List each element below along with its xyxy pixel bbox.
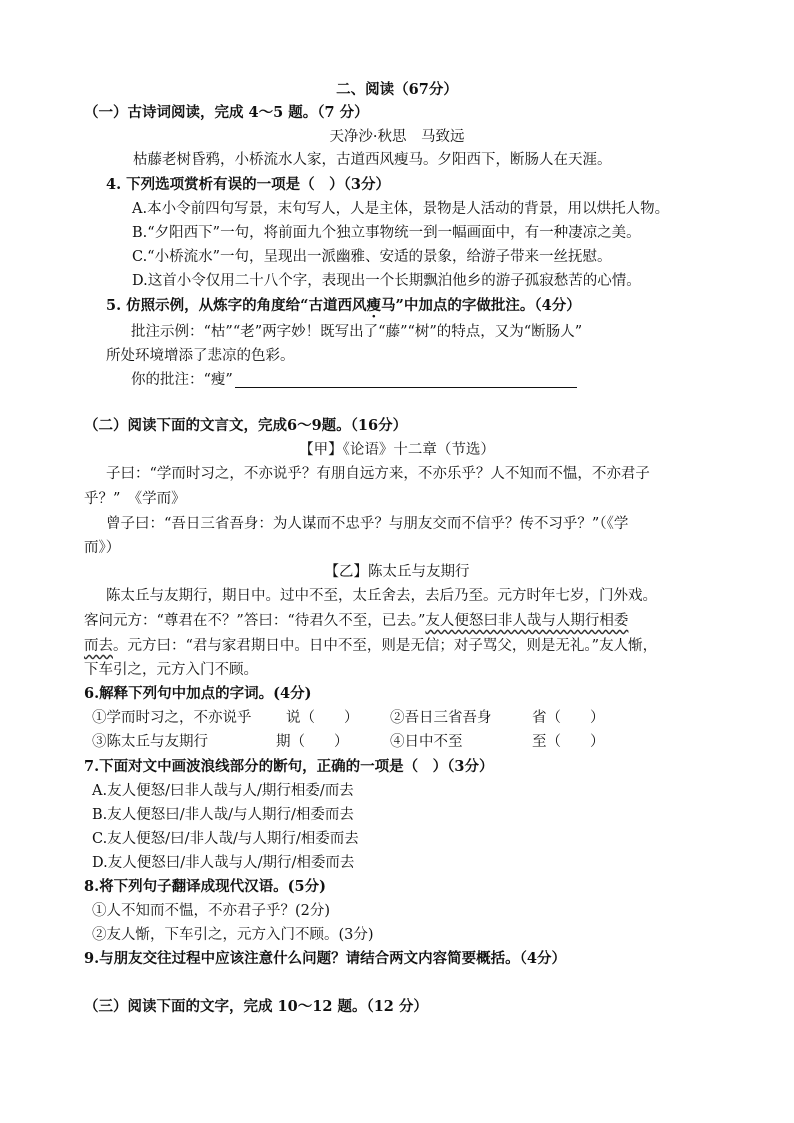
- section1-heading: （一）古诗词阅读，完成 4～5 题。（7 分）: [84, 104, 369, 121]
- yi-title: 【乙】陈太丘与友期行: [324, 564, 470, 580]
- q6-row2-item2: ④日中不至: [390, 734, 463, 750]
- question-9: 9.与朋友交往过程中应该注意什么问题？请结合两文内容简要概括。（4分）: [84, 950, 566, 967]
- q5-example-line1: 批注示例：“枯”“老”两字妙！既写出了“藤”“树”的特点，又为“断肠人”: [131, 324, 583, 340]
- q7-option-b: B.友人便怒曰/非人哉/与人期行/相委而去: [92, 807, 354, 823]
- q8-item2: ②友人惭，下车引之，元方入门不顾。(3分): [92, 927, 374, 943]
- q6-row1-blank1[interactable]: 说（ ）: [286, 710, 359, 726]
- q7-option-a: A.友人便怒/曰非人哉与人/期行相委/而去: [92, 783, 354, 799]
- question-8: 8.将下列句子翻译成现代汉语。(5分): [84, 878, 326, 895]
- jia-p2-line2: 而》）: [84, 540, 121, 556]
- question-7: 7.下面对文中画波浪线部分的断句，正确的一项是（ ）（3分）: [84, 758, 494, 775]
- yi-line2-text: 客问元方：“尊君在不？”答曰：“待君久不至，已去。”: [84, 613, 426, 629]
- jia-title: 【甲】《论语》十二章（节选）: [299, 442, 495, 458]
- q5-answer-line: [131, 370, 577, 390]
- q5-text-post: 马”中加点的字做批注。（4分）: [381, 297, 581, 314]
- q7-option-c: C.友人便怒/曰/非人哉/与人期行/相委而去: [92, 831, 359, 847]
- poem-text: 枯藤老树昏鸦，小桥流水人家，古道西风瘦马。夕阳西下，断肠人在天涯。: [133, 152, 612, 168]
- section-title: 二、阅读（67分）: [336, 81, 458, 98]
- poem-title: 天净沙·秋思 马致远: [329, 129, 465, 145]
- question-4: 4. 下列选项赏析有误的一项是（ ）（3分）: [106, 176, 391, 193]
- yi-line1: 陈太丘与友期行，期日中。过中不至，太丘舍去，去后乃至。元方时年七岁，门外戏。: [106, 588, 657, 604]
- q5-dotted-char: 瘦: [366, 297, 382, 314]
- q7-option-d: D.友人便怒曰/非人哉与人/期行/相委而去: [92, 855, 355, 871]
- question-5: [106, 296, 581, 316]
- q6-row2-blank2[interactable]: 至（ ）: [532, 734, 605, 750]
- q6-row1-item1: ①学而时习之，不亦说乎: [92, 710, 252, 726]
- section2-heading: （二）阅读下面的文言文，完成6～9题。（16分）: [84, 417, 408, 434]
- jia-p1-line2: 乎？” 《学而》: [84, 491, 186, 507]
- q8-item1: ①人不知而不愠，不亦君子乎？(2分): [92, 903, 331, 919]
- q4-option-b: B.“夕阳西下”一句，将前面九个独立事物统一到一幅画面中，有一种凄凉之美。: [132, 225, 641, 241]
- question-6: 6.解释下列句中加点的字词。(4分): [84, 685, 312, 702]
- yi-line4: 下车引之，元方入门不顾。: [84, 662, 258, 678]
- q5-text-pre: 5. 仿照示例，从炼字的角度给“古道西风: [106, 297, 367, 314]
- q6-row1-blank2[interactable]: 省（ ）: [532, 710, 605, 726]
- q5-answer-label: 你的批注：“瘦”: [131, 372, 233, 388]
- q5-answer-blank[interactable]: [235, 373, 577, 388]
- yi-line3: [84, 636, 657, 656]
- wavy-underlined-text: 友人便怒曰非人哉与人期行相委: [425, 613, 629, 629]
- q4-option-c: C.“小桥流水”一句，呈现出一派幽雅、安适的景象，给游子带来一丝抚慰。: [132, 249, 612, 265]
- yi-line2: [84, 611, 628, 631]
- jia-p1-line1: 子曰：“学而时习之，不亦说乎？有朋自远方来，不亦乐乎？人不知而不愠，不亦君子: [106, 466, 650, 482]
- q6-row2-item1: ③陈太丘与友期行: [92, 734, 208, 750]
- jia-p2-line1: 曾子曰：“吾日三省吾身：为人谋而不忠乎？与朋友交而不信乎？传不习乎？”（《学: [106, 516, 629, 532]
- q6-row2-blank1[interactable]: 期（ ）: [276, 734, 349, 750]
- section3-heading: （三）阅读下面的文字，完成 10～12 题。（12 分）: [84, 998, 428, 1015]
- q5-example-line2: 所处环境增添了悲凉的色彩。: [106, 348, 295, 364]
- q4-option-d: D.这首小令仅用二十八个字，表现出一个长期飘泊他乡的游子孤寂愁苦的心情。: [132, 273, 641, 289]
- q6-row1-item2: ②吾日三省吾身: [390, 710, 492, 726]
- wavy-underlined-text-end: 而去: [84, 638, 113, 654]
- q4-option-a: A.本小令前四句写景，末句写人，人是主体，景物是人活动的背景，用以烘托人物。: [132, 201, 670, 217]
- yi-line3-text: 。元方曰：“君与家君期日中。日中不至，则是无信；对子骂父，则是无礼。”友人惭，: [113, 638, 658, 654]
